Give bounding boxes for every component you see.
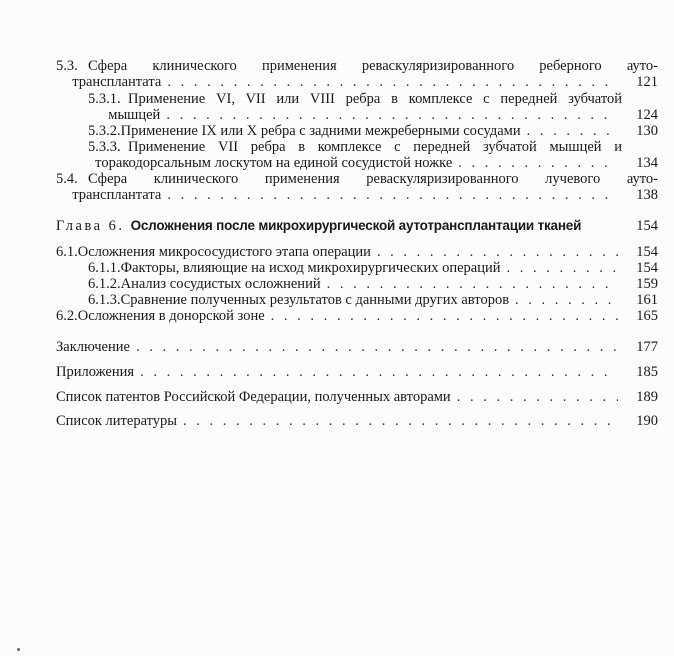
page-number: 189 <box>636 389 658 405</box>
dot-leader <box>327 276 618 292</box>
section-title-cont: трансплантата <box>72 74 162 90</box>
section-title: Приложения <box>56 364 135 380</box>
section-number: 5.4. <box>56 171 78 187</box>
page-number: 185 <box>636 364 658 380</box>
section-title: Сфера клинического применения реваскуляризированного лучевого ауто- <box>88 171 658 187</box>
page-number: 124 <box>636 107 658 123</box>
section-number: 5.3. <box>56 58 78 74</box>
section-title: Применение IX или X ребра с задними межреберными сосудами <box>120 123 521 139</box>
dot-leader <box>515 292 618 308</box>
section-number: 6.1.3. <box>88 292 121 308</box>
section-title: Сравнение полученных результатов с данными других авторов <box>120 292 510 308</box>
toc-entry-patents <box>56 389 658 405</box>
page-number: 154 <box>636 260 658 276</box>
section-title-cont: мышцей <box>108 107 161 123</box>
dot-leader <box>136 339 618 355</box>
section-title: Осложнения микрососудистого этапа операции <box>77 244 371 260</box>
toc-entry-literature <box>56 413 658 429</box>
section-title-cont: трансплантата <box>72 187 162 203</box>
page-number: 177 <box>636 339 658 355</box>
section-title: Список патентов Российской Федерации, полученных авторами <box>56 389 451 405</box>
toc-chapter-6 <box>56 218 658 234</box>
toc-entry-appendix <box>56 364 658 380</box>
dot-leader <box>167 187 618 203</box>
section-number: 6.1.2. <box>88 276 121 292</box>
toc-entry-conclusion <box>56 339 658 355</box>
toc-entry-6-1-1 <box>88 260 658 276</box>
toc-entry-5-3 <box>56 58 658 90</box>
section-title: Осложнения в донорской зоне <box>77 308 265 324</box>
toc-entry-5-3-2 <box>88 123 658 139</box>
section-number: 6.2. <box>56 308 78 324</box>
section-title: Список литературы <box>56 413 178 429</box>
section-title-cont: торакодорсальным лоскутом на единой сосудистой ножке <box>95 155 453 171</box>
dot-leader <box>377 244 618 260</box>
toc-entry-6-1-3 <box>88 292 658 308</box>
dot-leader <box>140 364 618 380</box>
section-number: 5.3.3. <box>88 139 121 155</box>
dot-leader <box>507 260 618 276</box>
page-number: 138 <box>636 187 658 203</box>
section-title: Заключение <box>56 339 130 355</box>
toc-entry-6-1-2 <box>88 276 658 292</box>
toc-entry-5-3-3 <box>88 139 658 171</box>
toc-entry-6-1 <box>56 244 658 260</box>
toc-entry-6-2 <box>56 308 658 324</box>
section-title: Анализ сосудистых осложнений <box>120 276 321 292</box>
toc-entry-5-3-1 <box>88 91 658 123</box>
dot-leader <box>527 123 618 139</box>
chapter-title: Осложнения после микрохирургической аутотрансплантации тканей <box>130 218 582 233</box>
chapter-label: Глава 6. <box>56 218 125 234</box>
toc-entry-5-4 <box>56 171 658 203</box>
scan-speck <box>17 648 20 651</box>
section-title: Применение VI, VII или VIII ребра в комплексе с передней зубчатой <box>128 91 622 107</box>
page-number: 154 <box>636 244 658 260</box>
dot-leader <box>457 389 618 405</box>
page-number: 154 <box>636 218 658 234</box>
dot-leader <box>166 107 618 123</box>
section-title: Факторы, влияющие на исход микрохирургических операций <box>120 260 501 276</box>
page-number: 121 <box>636 74 658 90</box>
dot-leader <box>271 308 618 324</box>
page-number: 161 <box>636 292 658 308</box>
section-number: 5.3.2. <box>88 123 121 139</box>
page-number: 159 <box>636 276 658 292</box>
page-number: 134 <box>636 155 658 171</box>
section-number: 6.1.1. <box>88 260 121 276</box>
section-number: 6.1. <box>56 244 78 260</box>
page-number: 165 <box>636 308 658 324</box>
page-number: 130 <box>636 123 658 139</box>
dot-leader <box>167 74 618 90</box>
section-number: 5.3.1. <box>88 91 121 107</box>
dot-leader <box>183 413 618 429</box>
dot-leader <box>458 155 618 171</box>
page-number: 190 <box>636 413 658 429</box>
section-title: Применение VII ребра в комплексе с передней зубчатой мышцей и <box>128 139 622 155</box>
section-title: Сфера клинического применения реваскуляризированного реберного ауто- <box>88 58 658 74</box>
